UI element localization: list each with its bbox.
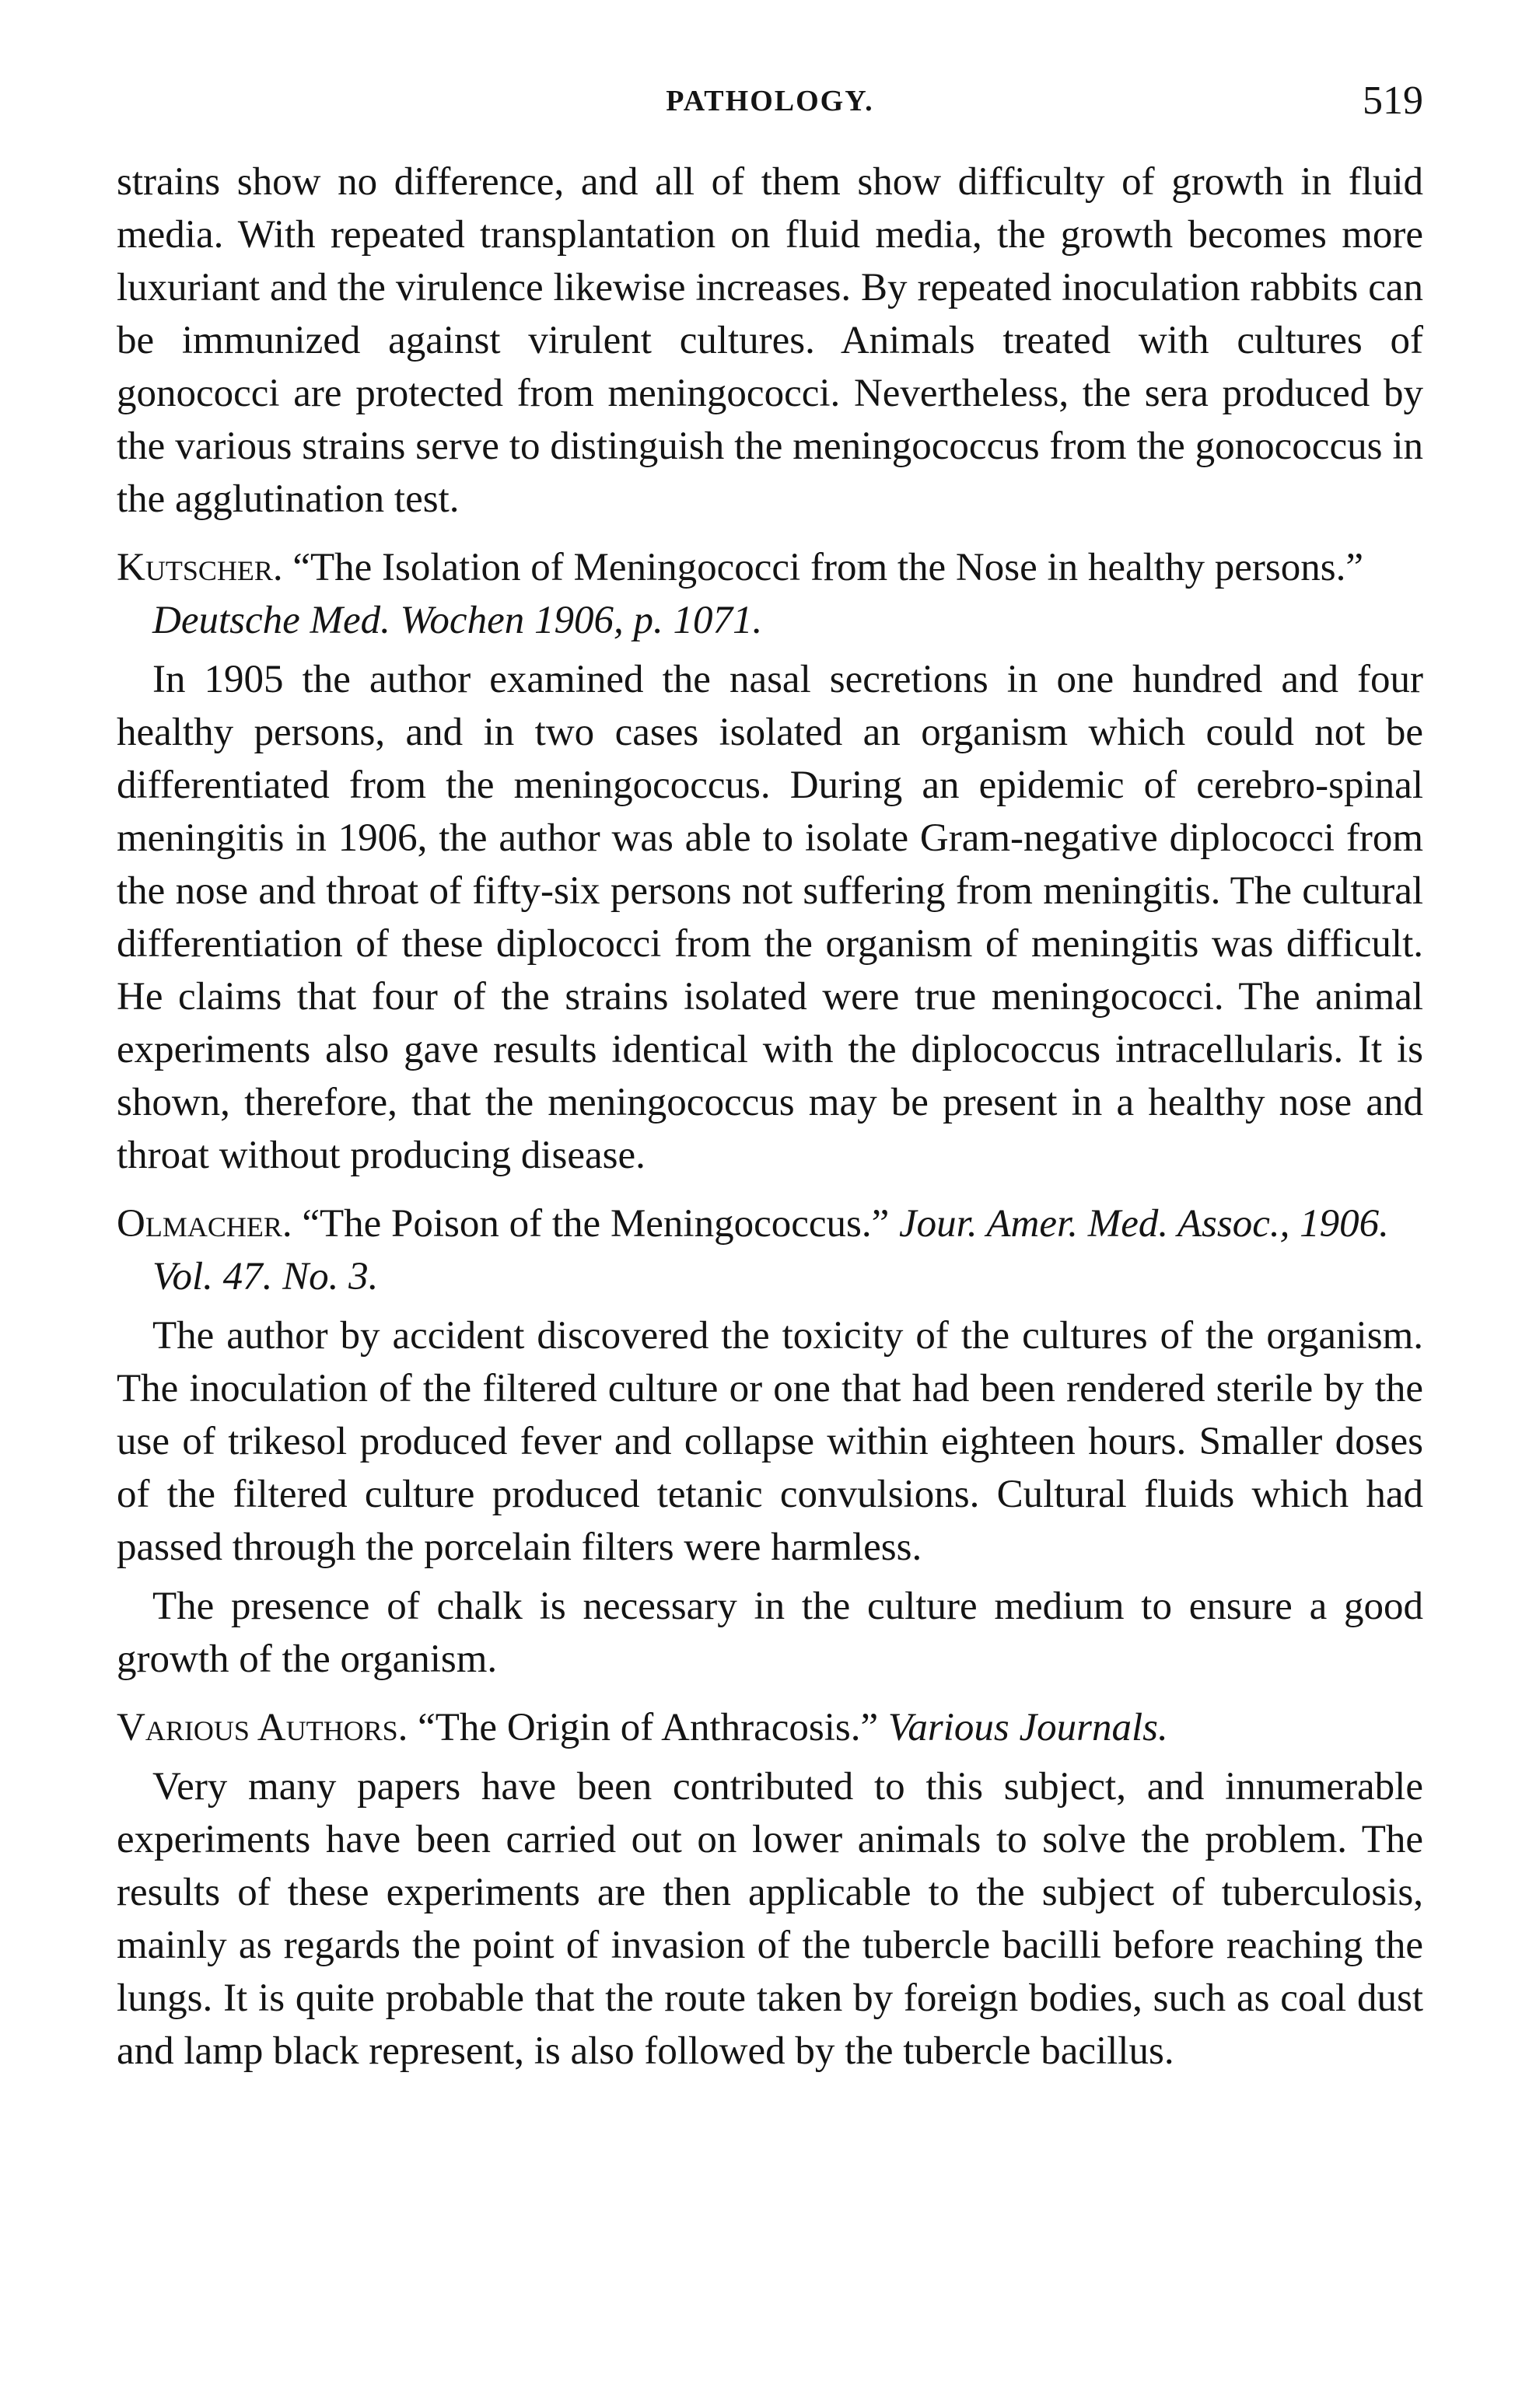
citation-title: “The Poison of the Meningococcus.” (302, 1202, 890, 1246)
citation-journal: Jour. Amer. Med. Assoc., 1906. Vol. 47. No. 3. (152, 1202, 1389, 1298)
paragraph-olmacher-abstract: The author by accident discovered the toxicity of the cultures of the organism. The inoculation of the filtered culture or one that had been rendered sterile by the use of trikesol produced fever and collapse within eighteen hours. Smaller doses of the filtered culture produced tetanic convulsions. Cultural fluids which had passed through the porcelain filters were harmless. (117, 1314, 1423, 1569)
page-number: 519 (1363, 79, 1423, 123)
citation-author: Kutscher. (117, 546, 283, 589)
page-body (117, 156, 1423, 2084)
citation-author: Various Authors. (117, 1706, 408, 1749)
paragraph-chalk-note: The presence of chalk is necessary in the culture medium to ensure a good growth of the organism. (117, 1585, 1423, 1681)
citation-journal: Deutsche Med. Wochen 1906, p. 1071. (152, 599, 763, 642)
running-title: PATHOLOGY. (666, 85, 874, 117)
citation-title: “The Isolation of Meningococci from the Nose in healthy persons.” (292, 546, 1363, 589)
citation-various-authors (117, 1701, 1423, 1754)
citation-kutscher (117, 541, 1423, 647)
citation-author: Olmacher. (117, 1202, 292, 1246)
paragraph-continued: strains show no difference, and all of them show difficulty of growth in fluid media. With repeated transplantation on fluid media, the growth becomes more luxuriant and the virulence likewise increases. By repeated inoculation rabbits can be immunized against virulent cultures. Animals treated with cultures of gonococci are protected from meningococci. Nevertheless, the sera produced by the various strains serve to distinguish the meningococcus from the gonococcus in the agglutination test. (117, 160, 1423, 521)
paragraph-anthracosis-abstract: Very many papers have been contributed to this subject, and innumerable experiments have been carried out on lower animals to solve the problem. The results of these experiments are then applicable to the subject of tuberculosis, mainly as regards the point of invasion of the tubercle bacilli before reaching the lungs. It is quite probable that the route taken by foreign bodies, such as coal dust and lamp black represent, is also followed by the tubercle bacillus. (117, 1765, 1423, 2073)
citation-olmacher (117, 1197, 1423, 1303)
running-head (117, 78, 1423, 132)
citation-journal: Various Journals. (887, 1706, 1168, 1749)
citation-title: “The Origin of Anthracosis.” (418, 1706, 879, 1749)
paragraph-kutscher-abstract: In 1905 the author examined the nasal secretions in one hundred and four healthy persons, and in two cases isolated an organism which could not be differentiated from the meningococcus. During an epidemic of cerebro-spinal meningitis in 1906, the author was able to isolate Gram-negative diplococci from the nose and throat of fifty-six persons not suffering from meningitis. The cultural differentiation of these diplococci from the organism of meningitis was difficult. He claims that four of the strains isolated were true meningococci. The animal experiments also gave results identical with the diplococcus intracellularis. It is shown, therefore, that the meningococcus may be present in a healthy nose and throat without producing disease. (117, 658, 1423, 1177)
